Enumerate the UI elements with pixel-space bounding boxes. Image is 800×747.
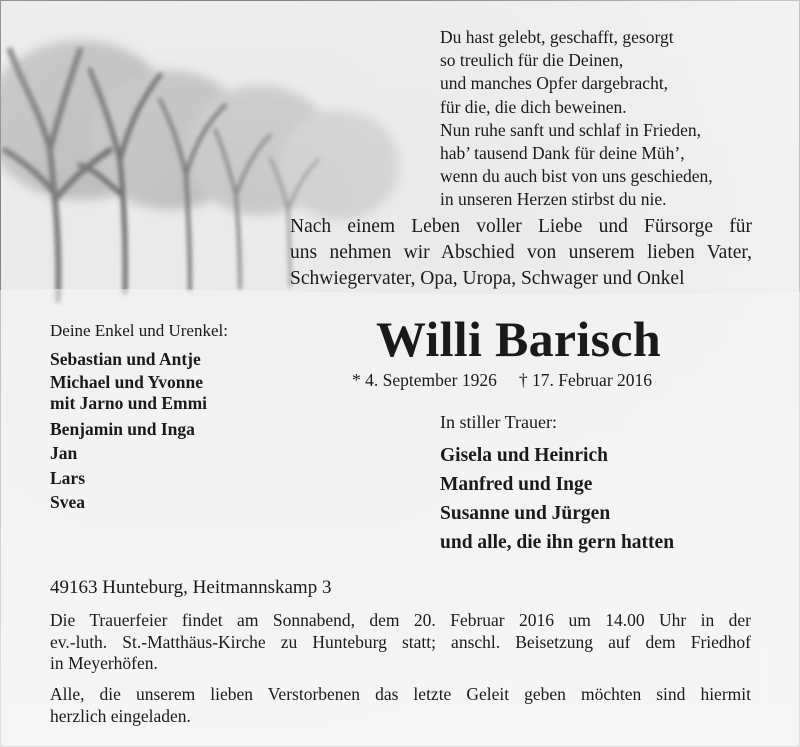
- poem-line: Du hast gelebt, geschafft, gesorgt: [440, 27, 674, 47]
- grandchild-name: mit Jarno und Emmi: [50, 392, 208, 413]
- grandchild-name: Svea: [50, 492, 85, 512]
- death-date: † 17. Februar 2016: [518, 370, 653, 390]
- intro-text: [290, 214, 752, 292]
- poem: [440, 26, 713, 212]
- grandchild-name: Sebastian und Antje: [50, 349, 201, 369]
- ceremony-line: ev.-luth. St.-Matthäus-Kirche zu Hunteburg statt; anschl. Beisetzung auf dem Friedhof: [50, 631, 751, 652]
- intro-line: Nach einem Leben voller Liebe und Fürsorge für: [290, 216, 752, 237]
- invitation-text: [50, 684, 751, 727]
- poem-line: hab’ tausend Dank für deine Müh’,: [440, 143, 685, 164]
- deceased-name: Willi Barisch: [376, 311, 661, 367]
- invitation-line: Alle, die unserem lieben Verstorbenen das letzte Geleit geben möchten sind hiermit: [50, 684, 751, 704]
- mourner-name: und alle, die ihn gern hatten: [440, 532, 675, 553]
- ceremony-text: [50, 610, 751, 675]
- mourner-name: Manfred und Inge: [440, 474, 593, 495]
- family-address: 49163 Hunteburg, Heitmannskamp 3: [50, 577, 332, 598]
- mourners-list: [440, 441, 674, 557]
- grandchild-name: Benjamin und Inga: [50, 418, 195, 439]
- poem-line: wenn du auch bist von uns geschieden,: [440, 166, 713, 187]
- grandchild-name: Michael und Yvonne: [50, 371, 203, 392]
- mourner-name: Susanne und Jürgen: [440, 503, 611, 524]
- intro-line: uns nehmen wir Abschied von unserem lieben Vater,: [290, 242, 752, 263]
- mourners-heading: In stiller Trauer:: [440, 412, 557, 432]
- mourner-name: Gisela und Heinrich: [440, 445, 608, 466]
- life-dates: [352, 370, 652, 391]
- poem-line: Nun ruhe sanft und schlaf in Frieden,: [440, 119, 701, 140]
- grandchild-name: Lars: [50, 467, 85, 488]
- ceremony-line: Die Trauerfeier findet am Sonnabend, dem 20. Februar 2016 um 14.00 Uhr in der: [50, 610, 751, 630]
- invitation-line: herzlich eingeladen.: [50, 705, 191, 726]
- intro-line: Schwiegervater, Opa, Uropa, Schwager und Onkel: [290, 268, 685, 289]
- mourners-block: [440, 411, 674, 557]
- grandchild-name: Jan: [50, 443, 78, 463]
- birth-date: * 4. September 1926: [352, 370, 497, 390]
- grandchildren-heading: Deine Enkel und Urenkel:: [50, 321, 228, 340]
- grandchildren-list: [50, 347, 228, 515]
- poem-line: in unseren Herzen stirbst du nie.: [440, 189, 667, 210]
- ceremony-line: in Meyerhöfen.: [50, 653, 158, 673]
- poem-line: für die, die dich beweinen.: [440, 96, 627, 117]
- grandchildren-block: [50, 320, 228, 515]
- poem-line: und manches Opfer dargebracht,: [440, 73, 669, 94]
- poem-line: so treulich für die Deinen,: [440, 50, 624, 71]
